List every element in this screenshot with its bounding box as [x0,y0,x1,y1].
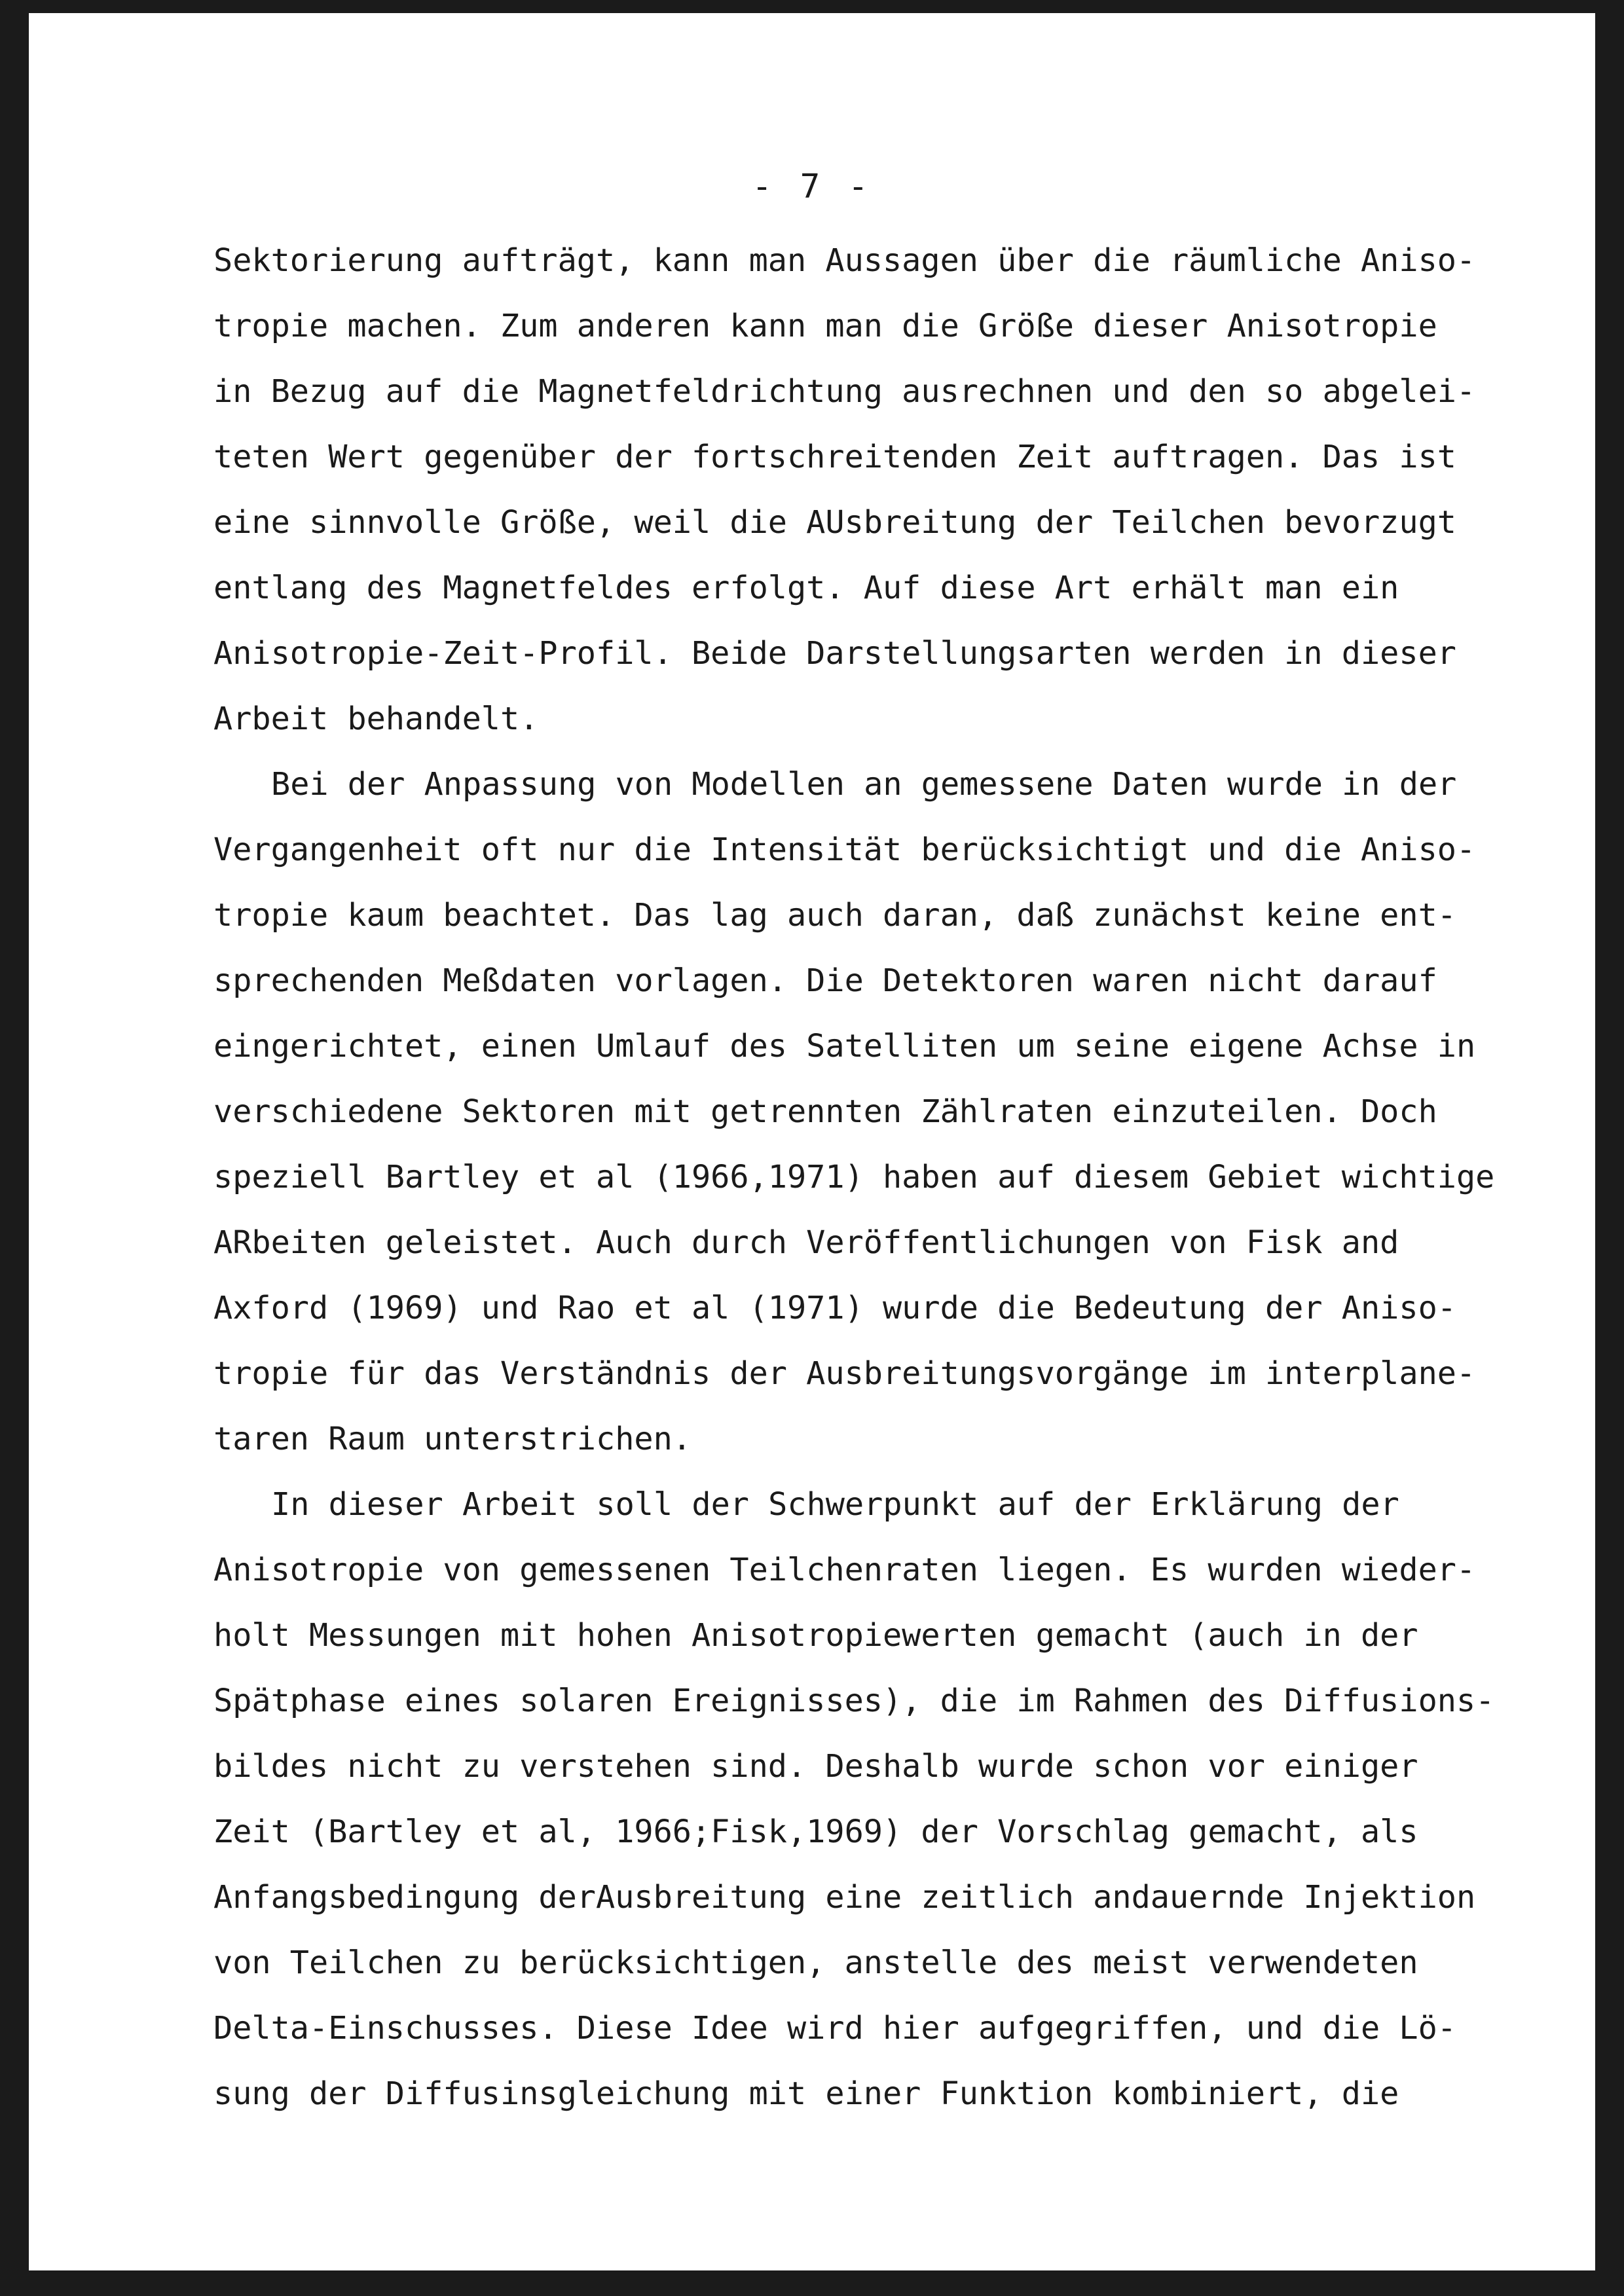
text-line: Arbeit behandelt. [213,701,539,737]
text-line: tropie für das Verständnis der Ausbreitungsvorgänge im interplane- [213,1355,1476,1392]
document-page [29,13,1595,2270]
text-line: Zeit (Bartley et al, 1966;Fisk,1969) der Vorschlag gemacht, als [213,1813,1418,1850]
text-line: Vergangenheit oft nur die Intensität berücksichtigt und die Aniso- [213,831,1476,868]
text-line: eine sinnvolle Größe, weil die AUsbreitung der Teilchen bevorzugt [213,504,1456,541]
text-line: Anisotropie von gemessenen Teilchenraten liegen. Es wurden wieder- [213,1552,1476,1588]
text-line: speziell Bartley et al (1966,1971) haben auf diesem Gebiet wichtige [213,1159,1495,1195]
text-line: Delta-Einschusses. Diese Idee wird hier aufgegriffen, und die Lö- [213,2010,1456,2047]
page-number: - 7 - [752,168,872,206]
text-line: Anisotropie-Zeit-Profil. Beide Darstellungsarten werden in dieser [213,635,1456,672]
paragraph-first-line: In dieser Arbeit soll der Schwerpunkt auf der Erklärung der [271,1486,1399,1523]
text-line: Spätphase eines solaren Ereignisses), die im Rahmen des Diffusions- [213,1683,1495,1719]
text-line: von Teilchen zu berücksichtigen, anstelle des meist verwendeten [213,1944,1418,1981]
text-line: taren Raum unterstrichen. [213,1421,692,1457]
paragraph-first-line: Bei der Anpassung von Modellen an gemessene Daten wurde in der [271,766,1457,803]
text-line: eingerichtet, einen Umlauf des Satelliten um seine eigene Achse in [213,1028,1476,1065]
text-line: bildes nicht zu verstehen sind. Deshalb wurde schon vor einiger [213,1748,1418,1785]
text-line: verschiedene Sektoren mit getrennten Zählraten einzuteilen. Doch [213,1093,1437,1130]
text-line: Anfangsbedingung derAusbreitung eine zeitlich andauernde Injektion [213,1879,1476,1916]
text-line: teten Wert gegenüber der fortschreitenden Zeit auftragen. Das ist [213,439,1456,475]
text-line: sung der Diffusinsgleichung mit einer Funktion kombiniert, die [213,2075,1399,2112]
text-line: in Bezug auf die Magnetfeldrichtung ausrechnen und den so abgelei- [213,373,1476,410]
text-line: ARbeiten geleistet. Auch durch Veröffentlichungen von Fisk and [213,1224,1399,1261]
text-line: entlang des Magnetfeldes erfolgt. Auf diese Art erhält man ein [213,570,1399,606]
text-line: holt Messungen mit hohen Anisotropiewerten gemacht (auch in der [213,1617,1418,1654]
text-line: tropie machen. Zum anderen kann man die Größe dieser Anisotropie [213,308,1437,344]
text-line: sprechenden Meßdaten vorlagen. Die Detektoren waren nicht darauf [213,962,1437,999]
text-line: Axford (1969) und Rao et al (1971) wurde die Bedeutung der Aniso- [213,1290,1456,1326]
text-line: tropie kaum beachtet. Das lag auch daran, daß zunächst keine ent- [213,897,1456,934]
text-line: Sektorierung aufträgt, kann man Aussagen über die räumliche Aniso- [213,242,1476,279]
